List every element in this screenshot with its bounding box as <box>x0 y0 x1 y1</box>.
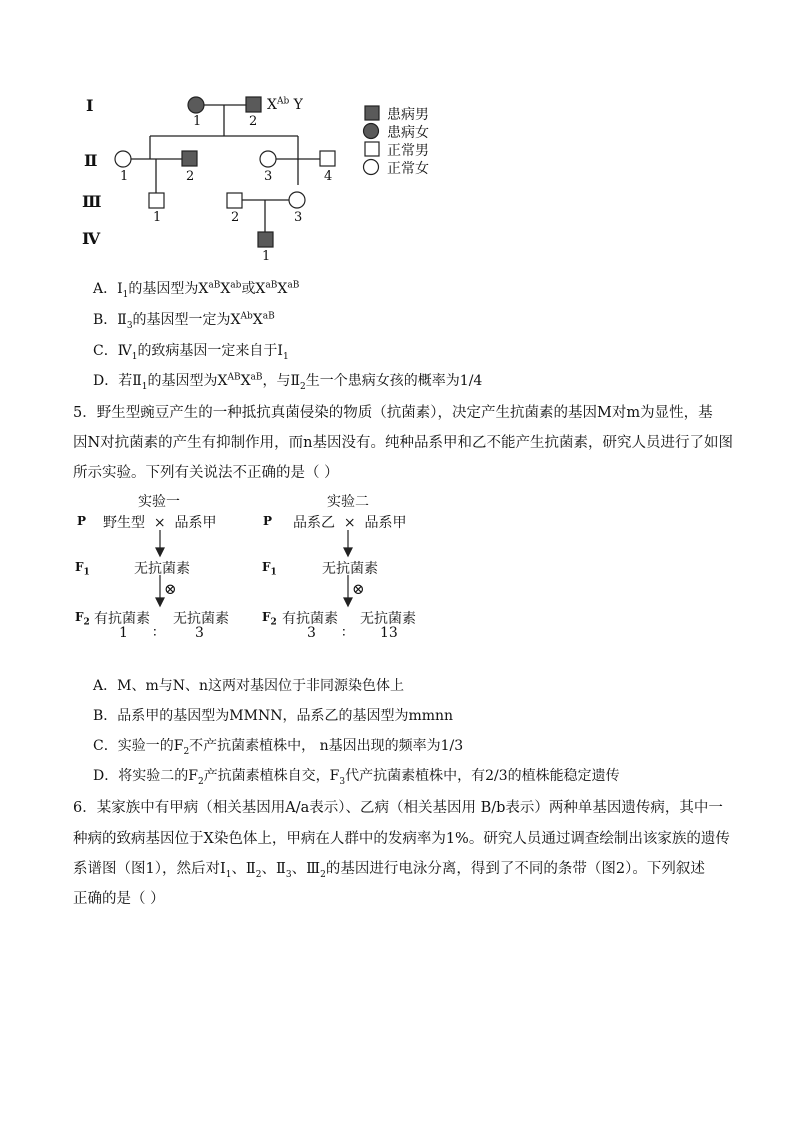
exp2-selfing-symbol: ⊗ <box>352 580 365 598</box>
exp2-f2-left: 有抗菌素 <box>282 611 338 627</box>
exp1-f1-text: 无抗菌素 <box>134 561 190 577</box>
gen-label-2: Ⅱ <box>84 151 98 170</box>
exp1-f2-left: 有抗菌素 <box>94 611 150 627</box>
gen2-number-1: 1 <box>120 169 129 184</box>
q6-line-3: 系谱图（图1），然后对$I_1$、$Ⅱ_2$、$Ⅱ_3$、$Ⅲ_2$的基因进行电泳分离，得到了不同的条带（图2）。下列叙述 <box>73 861 705 880</box>
gen2-number-4: 4 <box>324 169 333 184</box>
gen-label-3: Ⅲ <box>82 192 102 211</box>
exp1-ratio-colon: ∶ <box>153 625 157 641</box>
q6-line-1: 6．某家族中有甲病（相关基因用A/a表示）、乙病（相关基因用 B/b表示）两种单基因遗传病，其中一 <box>73 800 723 816</box>
exp2-p-cross: 品系乙 × 品系甲 <box>293 515 407 531</box>
legend-label-affected-male: 患病男 <box>387 107 429 123</box>
q4-option-a: A．$Ⅰ_1$的基因型为$X^{aB}X^{ab}$或$X^{aB}X^{aB}$ <box>93 280 300 300</box>
q4-option-b: B．$Ⅱ_3$的基因型一定为$X^{Ab}X^{aB}$ <box>93 311 275 331</box>
exp1-p-label: P <box>77 514 87 528</box>
q6-line-4: 正确的是（ ） <box>73 891 165 907</box>
gen4-number-1: 1 <box>262 249 271 264</box>
exp2-f2-label: $F_2$ <box>262 610 277 628</box>
exp2-f1-text: 无抗菌素 <box>322 561 378 577</box>
gen2-number-3: 3 <box>264 169 273 184</box>
exp2-ratio-right: 13 <box>380 625 398 641</box>
gen-label-4: Ⅳ <box>82 229 101 248</box>
exp2-ratio-left: 3 <box>307 625 316 641</box>
q6-line-2: 种病的致病基因位于X染色体上，甲病在人群中的发病率为1%。研究人员通过调查绘制出该家族的遗传 <box>73 831 730 847</box>
q5-line-1: 5．野生型豌豆产生的一种抵抗真菌侵染的物质（抗菌素），决定产生抗菌素的基因M对m为显性，基 <box>73 405 713 421</box>
q5-line-2: 因N对抗菌素的产生有抑制作用，而n基因没有。纯种品系甲和乙不能产生抗菌素，研究人员进行了如图 <box>73 435 734 451</box>
q5-line-3: 所示实验。下列有关说法不正确的是（ ） <box>73 465 339 481</box>
exp1-f2-right: 无抗菌素 <box>173 611 229 627</box>
gen1-number-2: 2 <box>249 114 258 129</box>
genotype-label-I2: $X^{Ab}$ Y <box>267 96 303 113</box>
exp1-f1-label: $F_1$ <box>75 560 90 578</box>
q5-option-d: D．将实验二的$F_2$产抗菌素植株自交，$F_3$代产抗菌素植株中，有2/3的植株能稳定遗传 <box>93 768 620 787</box>
legend-label-affected-female: 患病女 <box>387 125 429 141</box>
q5-option-a: A．M、m与N、n这两对基因位于非同源染色体上 <box>93 678 404 694</box>
legend-label-normal-male: 正常男 <box>387 143 429 159</box>
gen3-number-2: 2 <box>231 210 240 225</box>
gen2-number-2: 2 <box>186 169 195 184</box>
gen3-number-3: 3 <box>294 210 303 225</box>
exp1-selfing-symbol: ⊗ <box>164 580 177 598</box>
exp1-ratio-left: 1 <box>119 625 128 641</box>
exp2-p-label: P <box>263 514 273 528</box>
gen3-number-1: 1 <box>153 210 162 225</box>
exp1-ratio-right: 3 <box>195 625 204 641</box>
exp2-title: 实验二 <box>327 494 369 510</box>
exp1-f2-label: $F_2$ <box>75 610 90 628</box>
q5-option-b: B．品系甲的基因型为MMNN，品系乙的基因型为mmnn <box>93 708 454 724</box>
q4-option-d: D．若$Ⅱ_1$的基因型为$X^{AB}X^{aB}$，与$Ⅱ_2$生一个患病女孩的概率为1/4 <box>93 372 483 392</box>
exp2-ratio-colon: ∶ <box>342 625 346 641</box>
q5-option-c: C．实验一的$F_2$不产抗菌素植株中， n基因出现的频率为1/3 <box>93 738 464 757</box>
q4-option-c: C．$Ⅳ_1$的致病基因一定来自于$Ⅰ_1$ <box>93 343 289 362</box>
exp2-f2-right: 无抗菌素 <box>360 611 416 627</box>
exp1-p-cross: 野生型 × 品系甲 <box>103 515 217 531</box>
legend-label-normal-female: 正常女 <box>387 161 429 177</box>
gen1-number-1: 1 <box>193 114 202 129</box>
exp2-f1-label: $F_1$ <box>262 560 277 578</box>
gen-label-1: Ⅰ <box>86 96 94 115</box>
exp1-title: 实验一 <box>138 494 180 510</box>
